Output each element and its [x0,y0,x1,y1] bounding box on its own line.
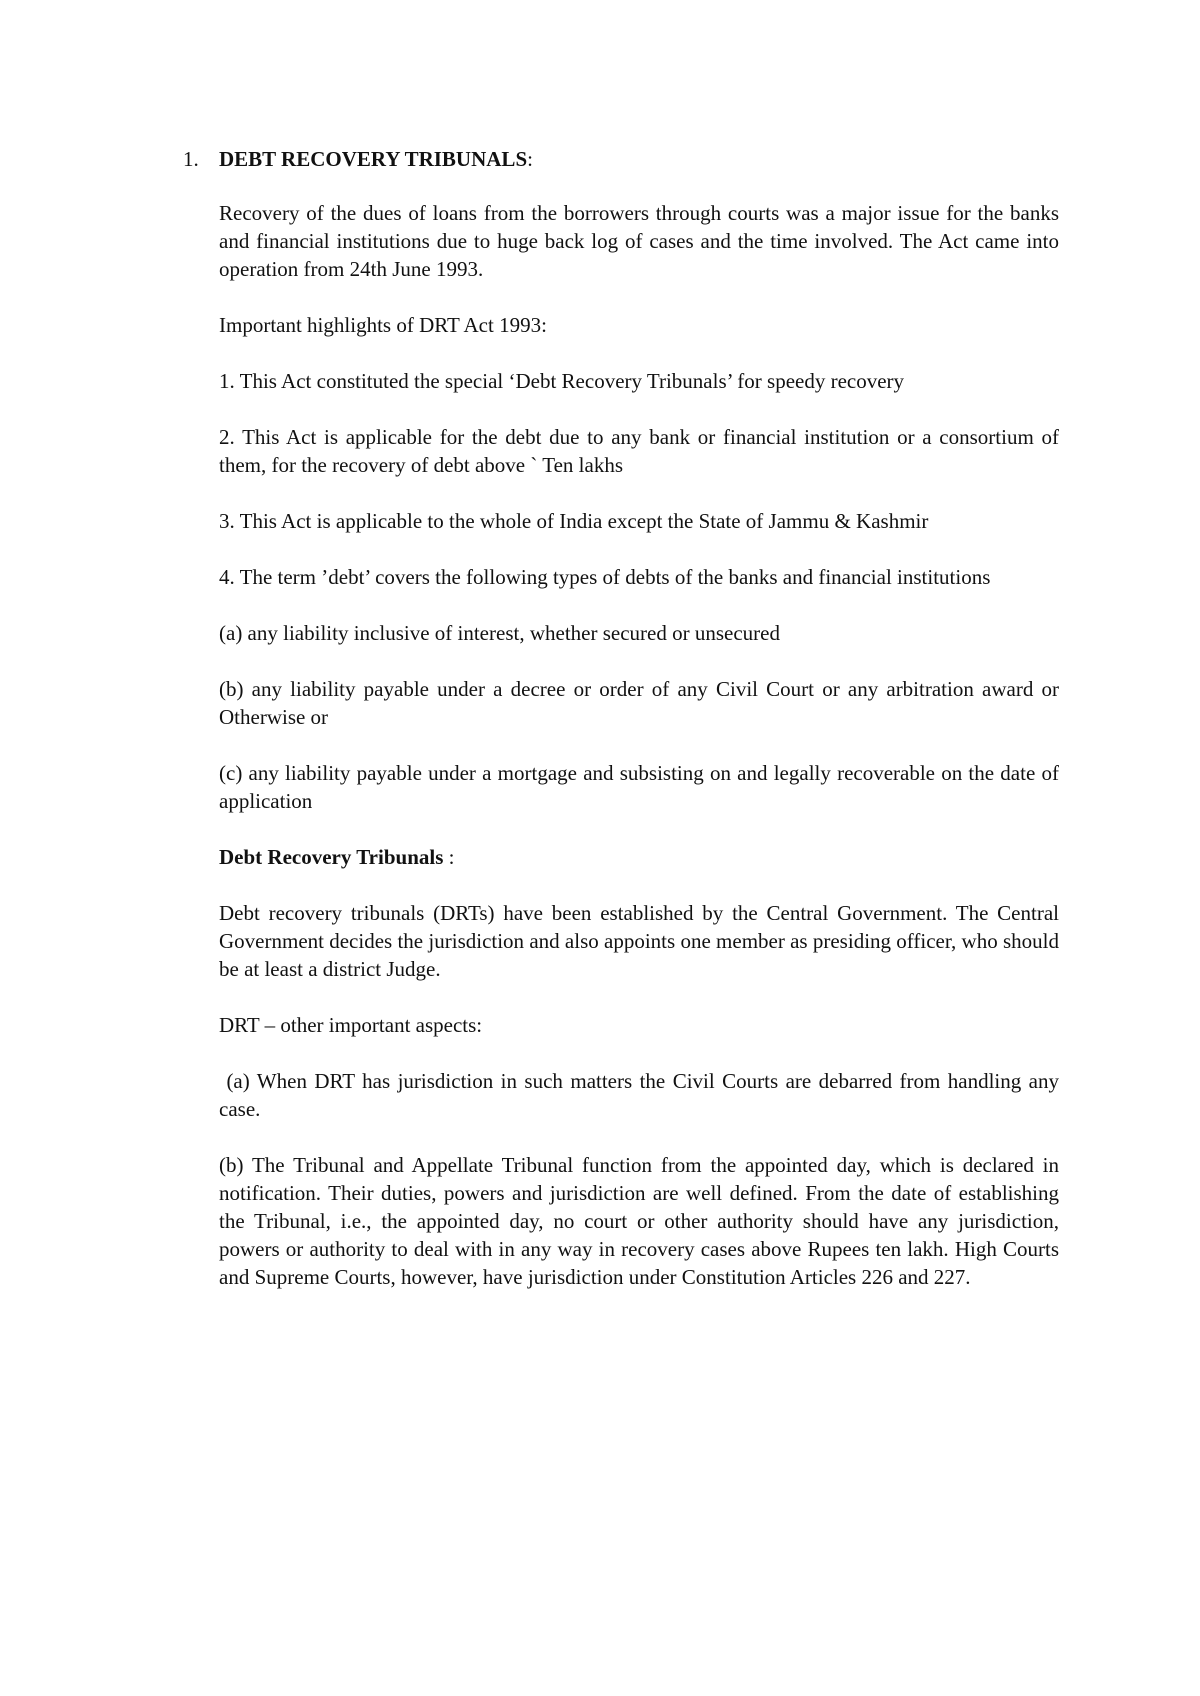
drt-heading [219,843,1059,871]
intro-paragraph: Recovery of the dues of loans from the borrowers through courts was a major issue for the banks and financial institutions due to huge back log of cases and the time involved. The Act came into operation from 24th June 1993. [219,201,1059,281]
highlight-item: 3. This Act is applicable to the whole of India except the State of Jammu & Kashmir [219,509,929,533]
drt-heading-title: Debt Recovery Tribunals [219,845,444,869]
section-heading [219,145,1059,173]
highlights-heading: Important highlights of DRT Act 1993: [219,313,547,337]
section-title: DEBT RECOVERY TRIBUNALS [219,147,528,171]
debt-type-item: (c) any liability payable under a mortgage and subsisting on and legally recoverable on the date of application [219,761,1059,813]
debt-type-item: (a) any liability inclusive of interest, whether secured or unsecured [219,621,780,645]
aspect-item: (b) The Tribunal and Appellate Tribunal function from the appointed day, which is declared in notification. Their duties, powers and jurisdiction are well defined. From the date of establishing the Tribunal, i.e., the appointed day, no court or other authority should have any jurisdiction, powers or authority to deal with in any way in recovery cases above Rupees ten lakh. High Courts and Supreme Courts, however, have jurisdiction under Constitution Articles 226 and 227. [219,1153,1059,1289]
drt-heading-suffix: : [443,845,455,869]
highlight-item: 4. The term ’debt’ covers the following types of debts of the banks and financial institutions [219,565,991,589]
aspects-heading: DRT – other important aspects: [219,1013,483,1037]
aspect-item: (a) When DRT has jurisdiction in such matters the Civil Courts are debarred from handling any case. [219,1069,1065,1121]
drt-paragraph: Debt recovery tribunals (DRTs) have been established by the Central Government. The Central Government decides the jurisdiction and also appoints one member as presiding officer, who should be at least a district Judge. [219,901,1059,981]
debt-type-item: (b) any liability payable under a decree or order of any Civil Court or any arbitration award or Otherwise or [219,677,1059,729]
section-number: 1. [183,147,199,171]
section-title-suffix: : [527,147,533,171]
highlight-item: 2. This Act is applicable for the debt due to any bank or financial institution or a consortium of them, for the recovery of debt above ` Ten lakhs [219,425,1059,477]
document-body [219,145,1065,1319]
highlight-item: 1. This Act constituted the special ‘Debt Recovery Tribunals’ for speedy recovery [219,369,905,393]
